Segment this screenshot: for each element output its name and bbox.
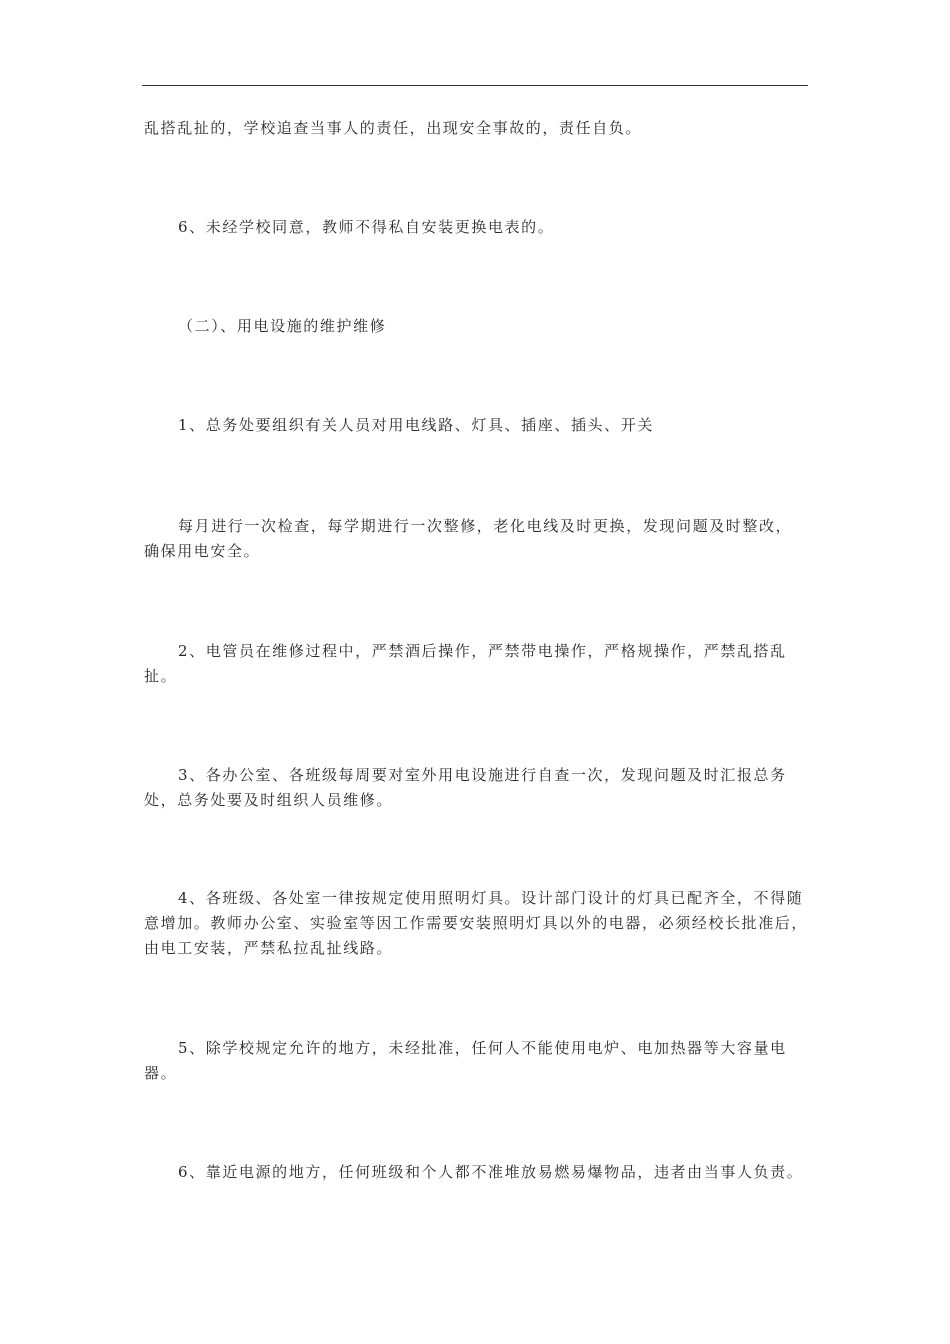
paragraph-item-5-appliances: 5、除学校规定允许的地方，未经批准，任何人不能使用电炉、电加热器等大容量电器。 xyxy=(144,1039,787,1082)
paragraph-item-6-meter: 6、未经学校同意，教师不得私自安装更换电表的。 xyxy=(178,218,555,236)
header-rule xyxy=(142,85,808,86)
paragraph-continuation: 乱搭乱扯的，学校追查当事人的责任，出现安全事故的，责任自负。 xyxy=(144,119,643,137)
paragraph-item-4-lighting: 4、各班级、各处室一律按规定使用照明灯具。设计部门设计的灯具已配齐全，不得随意增加。教师办公室、实验室等因工作需要安装照明灯具以外的电器，必须经校长批准后，由电工安装，严禁私拉乱扯线路。 xyxy=(144,889,809,957)
paragraph-item-3-self-check: 3、各办公室、各班级每周要对室外用电设施进行自查一次，发现问题及时汇报总务处，总务处要及时组织人员维修。 xyxy=(144,766,787,809)
paragraph-item-6-flammables: 6、靠近电源的地方，任何班级和个人都不准堆放易燃易爆物品，违者由当事人负责。 xyxy=(178,1163,804,1181)
paragraph-item-1-inspection: 1、总务处要组织有关人员对用电线路、灯具、插座、插头、开关 xyxy=(178,416,654,434)
paragraph-monthly-check: 每月进行一次检查，每学期进行一次整修，老化电线及时更换，发现问题及时整改，确保用电安全。 xyxy=(144,517,793,560)
paragraph-item-2-electrician: 2、电管员在维修过程中，严禁酒后操作，严禁带电操作，严格规操作，严禁乱搭乱扯。 xyxy=(144,642,787,685)
section-heading-maintenance: （二）、用电设施的维护维修 xyxy=(178,317,387,335)
